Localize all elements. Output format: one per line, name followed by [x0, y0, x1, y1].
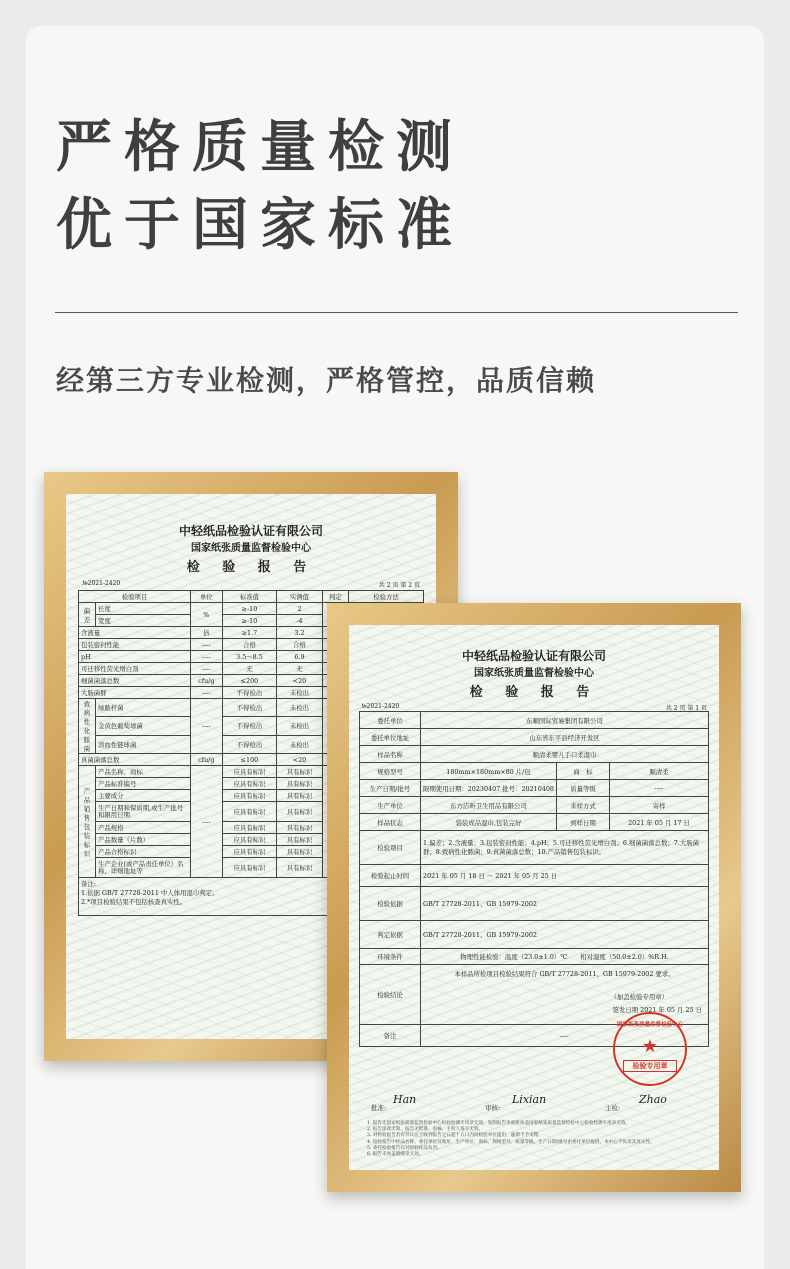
review-label: 审核:	[485, 1104, 501, 1112]
table-row: 备注 ----	[360, 1025, 709, 1047]
report-number: №2021-2420	[361, 703, 400, 710]
table-row: 产品销售包装标识 产品名称、商标 ---- 应具有标识 具有标识	[79, 766, 424, 778]
table-row: 生产企业(或产品责任单位）名称、详细地址等 应具有标识 具有标识	[79, 858, 424, 878]
table-row: 生产日期/批号 限期使用日期：20230407 批号：20210408 质量等级 ----	[360, 780, 709, 797]
report-company: 中轻纸品检验认证有限公司	[461, 649, 606, 663]
headline-line-1: 严格质量检测	[56, 115, 464, 180]
star-icon: ★	[641, 1036, 659, 1057]
table-header	[79, 591, 424, 603]
report-page-count: 共 2 页 第 1 页	[665, 705, 707, 712]
table-row: 检验项目 1.偏差；2.含液量；3.包装密封性能；4.pH；5.可迁移性荧光增白剂；6.细菌菌落总数；7.大肠菌群；8.致病性化脓菌；9.真菌菌落总数；10.产品销售包装标识。	[360, 831, 709, 865]
report-notes: 1. 报告无国家纸张质量监督检验中心检验检测专用章无效，复制报告未重新加盖国家纸张质量监督检验中心检验检测专用章无效。 2. 报告涂改无效，报告无批准、审核、主检人签字无效。 3. 对检验报告若有异议应于收到报告之日起十五日内向检验单位提出，逾期不予受理。 4. 检验报告中样品名称、委托单位及地址、生产单位、商标、规格型号、质量等级、生产日期/批号由委托单位提供，本中心不负责其真实性。 5. 委托检验报告仅对检验样品负责。 6. 报告未加盖骑缝章无效。	[367, 1121, 655, 1158]
table-row: 宽度 ≥-10 -4	[79, 615, 424, 627]
approve-label: 批准:	[371, 1104, 387, 1112]
remark-title: 备注:	[81, 880, 96, 888]
table-row: 样品名称 顺清柔婴儿手口柔湿巾	[360, 746, 709, 763]
table-row: 产品数量（片数） 应具有标识 具有标识	[79, 834, 424, 846]
report-info-table	[359, 711, 709, 1047]
table-row: 溶血性链球菌 不得检出 未检出	[79, 735, 424, 753]
inspection-seal: 国家纸张质量监督检验中心 ★ 检验专用章	[613, 1012, 687, 1086]
col-unit: 单位	[191, 591, 223, 603]
table-row: 委托单位地址 山东省东平县经济开发区	[360, 729, 709, 746]
table-row: 委托单位 东顺国际贸易集团有限公司	[360, 712, 709, 729]
report-company: 中轻纸品检验认证有限公司	[178, 524, 323, 538]
remark-1: 1.依据 GB/T 27728-2011 中人体用湿巾判定。	[81, 889, 219, 897]
certificate-frame-front	[327, 603, 741, 1192]
table-row: 检验结论 本样品所检项目检验结果符合 GB/T 27728-2011、GB 15979-2002 要求。 （加盖检验专用章） 签发日期 2021 年 05 月 25 日	[360, 965, 709, 1025]
table-row: 判定依据 GB/T 27728-2011、GB 15979-2002	[360, 921, 709, 949]
table-row: 主要成分 应具有标识 具有标识	[79, 790, 424, 802]
table-row: 金黄色葡萄球菌 不得检出 未检出	[79, 717, 424, 735]
inspector-label: 主检:	[605, 1104, 621, 1112]
report-page-1	[357, 631, 711, 1161]
signature-inspector: Zhao	[639, 1093, 667, 1106]
certificate-paper-front	[349, 625, 719, 1170]
table-row: 致病性化脓菌 绿脓杆菌 ---- 不得检出 未检出	[79, 699, 424, 717]
table-row: 规格型号 180mm×180mm×80 片/包 商 标 顺清柔	[360, 763, 709, 780]
table-row: 环境条件 物理性能检验：温度（23.0±1.0）℃ 相对湿度（50.0±2.0）%R.H.	[360, 949, 709, 965]
report-title: 检 验 报 告	[469, 685, 599, 700]
col-item: 检验项目	[79, 591, 191, 603]
subtitle: 经第三方专业检测，严格管控，品质信赖	[56, 364, 597, 397]
seal-label: 检验专用章	[623, 1060, 677, 1072]
table-row: 产品规格 应具有标识 具有标识	[79, 822, 424, 834]
signature-review: Lixian	[512, 1093, 547, 1106]
col-method: 检验方法	[349, 591, 424, 603]
col-std: 标准值	[222, 591, 277, 603]
table-row: 样品状态 袋装成品湿巾,包装完好 到样日期 2021 年 05 月 17 日	[360, 814, 709, 831]
table-row: 生产单位 东方洁昕卫生用品有限公司 来样方式 寄样	[360, 797, 709, 814]
table-row: 可迁移性荧光增白剂 ---- 无 无	[79, 663, 424, 675]
headline-line-2: 优于国家标准	[56, 193, 464, 258]
divider	[55, 312, 738, 313]
table-row: 大肠菌群 ---- 不得检出 未检出	[79, 687, 424, 699]
remark-2: 2.*项目检验结果不包括核查真实性。	[81, 898, 187, 906]
table-row: 真菌菌落总数 cfu/g ≤100 <20	[79, 754, 424, 766]
col-res: 判定	[322, 591, 348, 603]
table-row: 检验依据 GB/T 27728-2011、GB 15979-2002	[360, 887, 709, 921]
table-row: 偏差 长度 % ≥-10 2	[79, 603, 424, 615]
table-row: 生产日期和保质期,或生产批号和限用日期 应具有标识 具有标识	[79, 802, 424, 822]
table-row: 产品标准编号 应具有标识 具有标识	[79, 778, 424, 790]
table-row: pH ---- 3.5～8.5 6.9	[79, 651, 424, 663]
report-center: 国家纸张质量监督检验中心	[474, 668, 594, 679]
report-number: №2021-2420	[82, 580, 121, 587]
col-val: 实测值	[277, 591, 322, 603]
table-row: 产品合格标识 应具有标识 具有标识	[79, 846, 424, 858]
report-center: 国家纸张质量监督检验中心	[191, 543, 311, 554]
table-row: 含液量 倍 ≥1.7 3.2	[79, 627, 424, 639]
issue-date: 签发日期 2021 年 05 月 25 日	[612, 1006, 702, 1014]
signature-approve: Han	[393, 1093, 417, 1106]
report-title: 检 验 报 告	[186, 560, 316, 575]
conclusion-text: 本样品所检项目检验结果符合 GB/T 27728-2011、GB 15979-2002 要求。	[454, 970, 675, 978]
seal-note: （加盖检验专用章）	[610, 993, 668, 1001]
table-row: 细菌菌落总数 cfu/g ≤200 <20	[79, 675, 424, 687]
table-row: 包装密封性能 ---- 合格 合格	[79, 639, 424, 651]
report-page-count: 共 2 页 第 2 页	[378, 582, 420, 589]
table-row: 检验起止时间 2021 年 05 月 18 日 ～ 2021 年 05 月 25 日	[360, 865, 709, 887]
